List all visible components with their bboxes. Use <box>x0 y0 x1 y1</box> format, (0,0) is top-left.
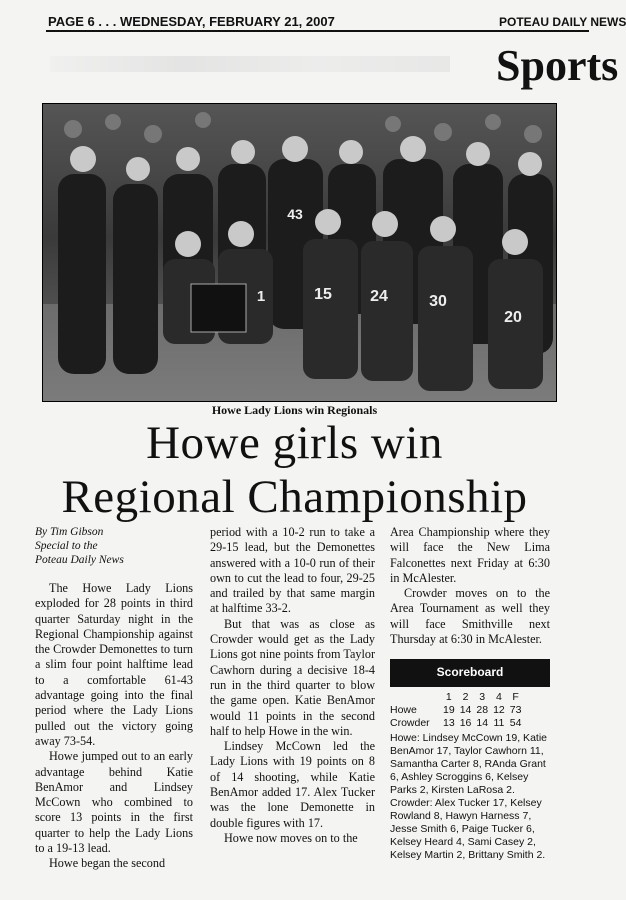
article-column-2 <box>210 525 375 846</box>
page-header <box>46 8 626 32</box>
headline <box>0 416 589 524</box>
article-column-3 <box>390 525 550 862</box>
paragraph: The Howe Lady Lions exploded for 28 points in third quarter Saturday night in the Regional Championship against the Crowder Demonettes to turn a slim four point halftime lead to a comfortable 61-43 advantage going into the final period where the Lady Lions pulled out the victory going away 73-54. <box>35 581 193 748</box>
howe-scorers: Howe: Lindsey McCown 19, Katie BenAmor 17, Taylor Cawhorn 11, Samantha Carter 8, RAnda Grant 6, Ashley Scroggins 6, Kelsey Parks 2, Kirsten LaRosa 2. <box>390 731 547 796</box>
section-label: Sports <box>496 41 619 90</box>
byline <box>35 525 193 567</box>
team-photo <box>42 103 557 402</box>
jersey-number: 15 <box>314 286 332 303</box>
score-cell: 11 <box>493 716 505 729</box>
paragraph: Lindsey McCown led the Lady Lions with 19 points on 8 of 14 shooting, while Katie BenAmor added 17. Alex Tucker was the lone Demonette in double figures with 17. <box>210 739 375 830</box>
jersey-number: 1 <box>256 288 266 305</box>
header-cell: 3 <box>479 690 486 703</box>
paragraph: Area Championship where they will face the New Lima Falconettes next Friday at 6:30 in McAlester. <box>390 525 550 585</box>
header-cell: 4 <box>495 690 502 703</box>
team-cell: Howe <box>390 703 417 716</box>
photo-caption: Howe Lady Lions win Regionals <box>211 403 378 417</box>
scoreboard-title: Scoreboard <box>390 659 550 686</box>
crowder-scorers: Crowder: Alex Tucker 17, Kelsey Rowland 8, Hawyn Harness 7, Jesse Smith 6, Paige Tucker 6, Kelsey Heard 4, Sami Casey 2, Kelsey Martin 2, Brittany Smith 2. <box>390 796 546 861</box>
paragraph: Howe began the second <box>49 856 166 871</box>
article-column-1 <box>35 525 193 872</box>
header-cell <box>390 691 443 704</box>
header-cell: 2 <box>462 690 469 703</box>
byline-role: Special to the <box>35 540 98 552</box>
score-cell: 13 <box>443 716 455 729</box>
jersey-number: 30 <box>429 293 447 310</box>
byline-author: By Tim Gibson <box>35 526 104 538</box>
score-cell: 19 <box>443 703 455 716</box>
paragraph: Howe jumped out to an early advantage behind Katie BenAmor and Lindsey McCown who combined to score 13 points in the first quarter to help the Lady Lions to a 19-13 lead. <box>35 749 193 856</box>
score-cell: 14 <box>476 716 489 729</box>
scoreboard-notes <box>390 732 550 862</box>
jersey-number: 24 <box>370 288 388 305</box>
score-cell: 14 <box>459 703 472 716</box>
print-smudge <box>50 56 450 72</box>
headline-line-2: Regional Championship <box>61 471 528 523</box>
scoreboard-header-row <box>390 691 526 704</box>
table-row <box>390 717 526 730</box>
score-cell: 28 <box>476 703 489 716</box>
scoreboard-table <box>390 691 526 730</box>
headline-line-1: Howe girls win <box>146 417 443 469</box>
jersey-number: 20 <box>504 309 522 326</box>
header-cell: F <box>512 690 519 703</box>
score-cell: 54 <box>509 716 522 729</box>
header-cell: 1 <box>445 690 452 703</box>
paragraph: period with a 10-2 run to take a 29-15 lead, but the Demonettes answered with a 10-0 run of their own to cut the lead to four, 29-25 and trailed by that same margin at halftime 33-2. <box>210 525 375 616</box>
byline-outlet: Poteau Daily News <box>35 554 124 566</box>
paragraph: Howe now moves on to the <box>224 830 358 845</box>
score-cell: 12 <box>493 703 505 716</box>
paragraph: Crowder moves on to the Area Tournament as well they will face Smithville next Thursday at 6:30 in McAlester. <box>390 586 550 647</box>
score-cell: 16 <box>459 716 472 729</box>
paragraph: But that was as close as Crowder would get as the Lady Lions got nine points from Taylor Cawhorn during a decisive 18-4 run in the third quarter to blow the game open. Katie BenAmor would 11 points in the second half to help Howe in the win. <box>210 616 375 738</box>
page-date-line: PAGE 6 . . . WEDNESDAY, FEBRUARY 21, 2007 <box>48 14 335 29</box>
newspaper-name: POTEAU DAILY NEWS <box>499 15 626 29</box>
team-cell: Crowder <box>390 716 430 729</box>
score-cell: 73 <box>509 703 522 716</box>
table-row <box>390 704 526 717</box>
jersey-number: 43 <box>287 206 303 222</box>
